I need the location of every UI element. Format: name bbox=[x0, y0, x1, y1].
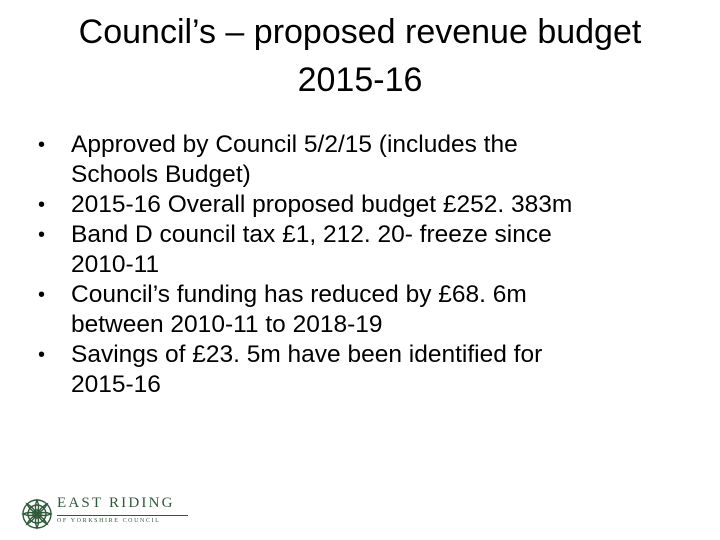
bullet-item-overall-budget bbox=[34, 190, 694, 220]
bullet-item-approved bbox=[34, 130, 694, 190]
bullet-text-continued: 2010-11 bbox=[71, 251, 160, 278]
bullet-text-continued: Schools Budget) bbox=[71, 161, 251, 188]
bullet-text: Savings of £23. 5m have been identified for bbox=[71, 341, 543, 368]
bullet-dot: • bbox=[38, 284, 46, 306]
bullet-text: 2015-16 Overall proposed budget £252. 383m bbox=[71, 191, 573, 218]
title-line-2: 2015-16 bbox=[297, 61, 423, 99]
bullet-item-council-tax bbox=[34, 220, 694, 280]
logo-divider bbox=[57, 515, 188, 516]
bullet-text: Band D council tax £1, 212. 20- freeze since bbox=[71, 221, 552, 248]
logo-subtitle: OF YORKSHIRE COUNCIL bbox=[57, 518, 161, 524]
logo-name: EAST RIDING bbox=[57, 495, 175, 511]
bullet-dot: • bbox=[38, 344, 46, 366]
slide-title bbox=[20, 8, 700, 104]
rose-emblem-icon bbox=[20, 494, 54, 534]
bullet-dot: • bbox=[38, 224, 46, 246]
bullet-text: Council’s funding has reduced by £68. 6m bbox=[71, 281, 527, 308]
bullet-text: Approved by Council 5/2/15 (includes the bbox=[71, 131, 518, 158]
title-line-1: Council’s – proposed revenue budget bbox=[78, 13, 642, 51]
bullet-text-continued: between 2010-11 to 2018-19 bbox=[71, 311, 383, 338]
bullet-dot: • bbox=[38, 194, 46, 216]
bullet-item-savings bbox=[34, 340, 694, 400]
bullet-list bbox=[34, 130, 694, 400]
council-logo bbox=[20, 494, 200, 534]
bullet-text-continued: 2015-16 bbox=[71, 371, 161, 398]
bullet-item-funding-reduced bbox=[34, 280, 694, 340]
bullet-dot: • bbox=[38, 134, 46, 156]
